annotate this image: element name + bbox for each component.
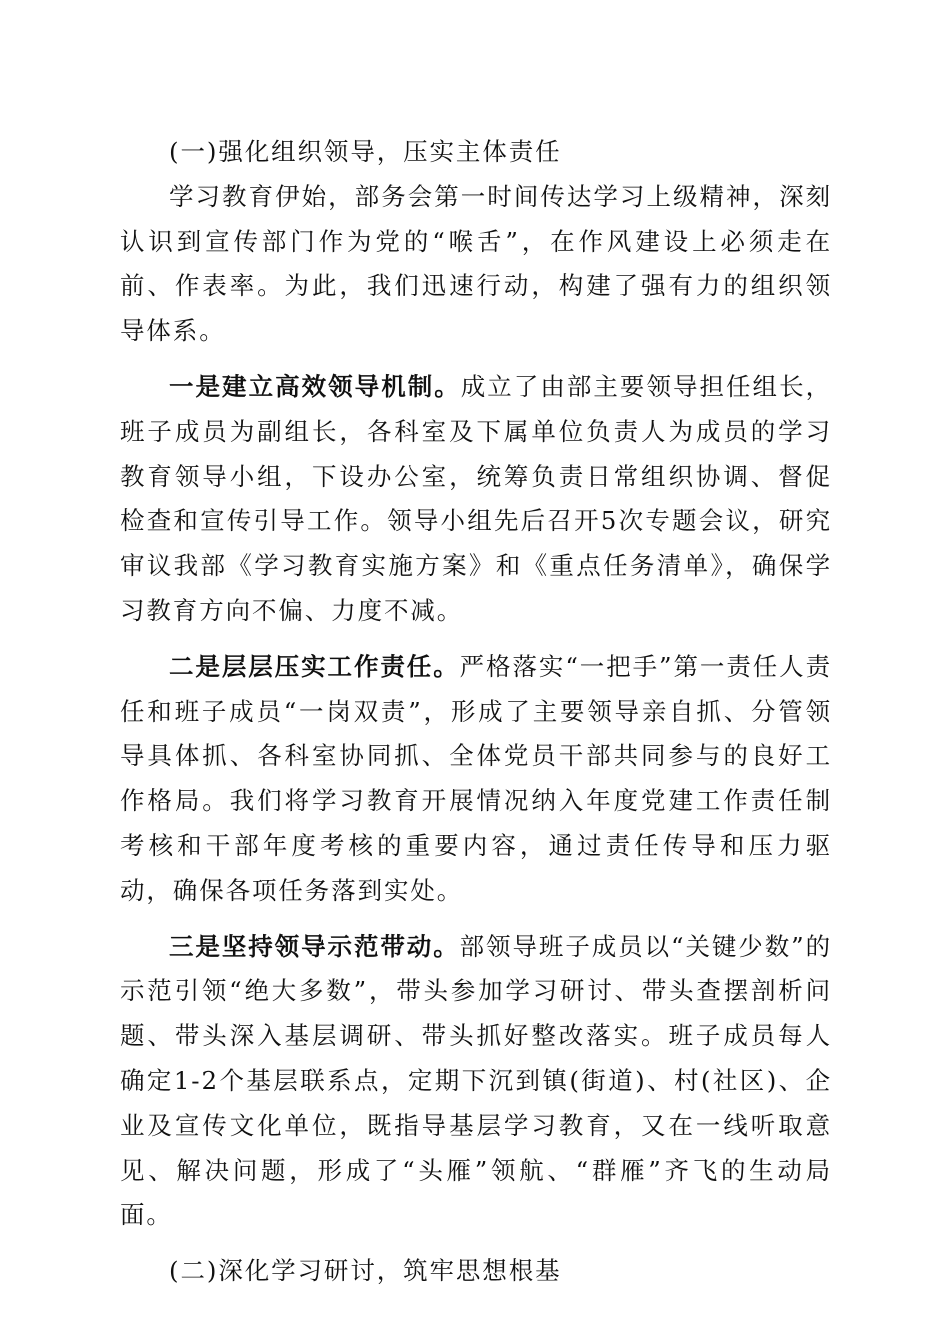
section-heading-2 [120,1249,832,1294]
paragraph-3-lead: 二是层层压实工作责任。 [169,651,460,681]
paragraph-4-lead: 三是坚持领导示范带动。 [169,931,460,961]
paragraph-2-body: 成立了由部主要领导担任组长，班子成员为副组长，各科室及下属单位负责人为成员的学习教育领导小组，下设办公室，统筹负责日常组织协调、督促检查和宣传引导工作。领导小组先后召开5次专题会议，研究审议我部《学习教育实施方案》和《重点任务清单》，确保学习教育方向不偏、力度不减。 [120,371,832,625]
paragraph-1-body: 学习教育伊始，部务会第一时间传达学习上级精神，深刻认识到宣传部门作为党的“喉舌”，在作风建设上必须走在前、作表率。为此，我们迅速行动，构建了强有力的组织领导体系。 [120,181,832,346]
document-body [120,130,832,1294]
paragraph-1 [120,175,832,354]
paragraph-4 [120,925,832,1239]
paragraph-2-lead: 一是建立高效领导机制。 [169,371,461,401]
paragraph-2 [120,365,832,634]
paragraph-3-body: 严格落实“一把手”第一责任人责任和班子成员“一岗双责”，形成了主要领导亲自抓、分管领导具体抓、各科室协同抓、全体党员干部共同参与的良好工作格局。我们将学习教育开展情况纳入年度党建工作责任制考核和干部年度考核的重要内容，通过责任传导和压力驱动，确保各项任务落到实处。 [120,651,832,905]
paragraph-3 [120,645,832,914]
paragraph-4-body: 部领导班子成员以“关键少数”的示范引领“绝大多数”，带头参加学习研讨、带头查摆剖析问题、带头深入基层调研、带头抓好整改落实。班子成员每人确定1-2个基层联系点，定期下沉到镇(街道)、村(社区)、企业及宣传文化单位，既指导基层学习教育，又在一线听取意见、解决问题，形成了“头雁”领航、“群雁”齐飞的生动局面。 [120,931,832,1230]
section-heading-1 [120,130,832,175]
section-heading-1-text: (一)强化组织领导，压实主体责任 [169,137,562,166]
section-heading-2-text: (二)深化学习研讨，筑牢思想根基 [169,1256,562,1286]
